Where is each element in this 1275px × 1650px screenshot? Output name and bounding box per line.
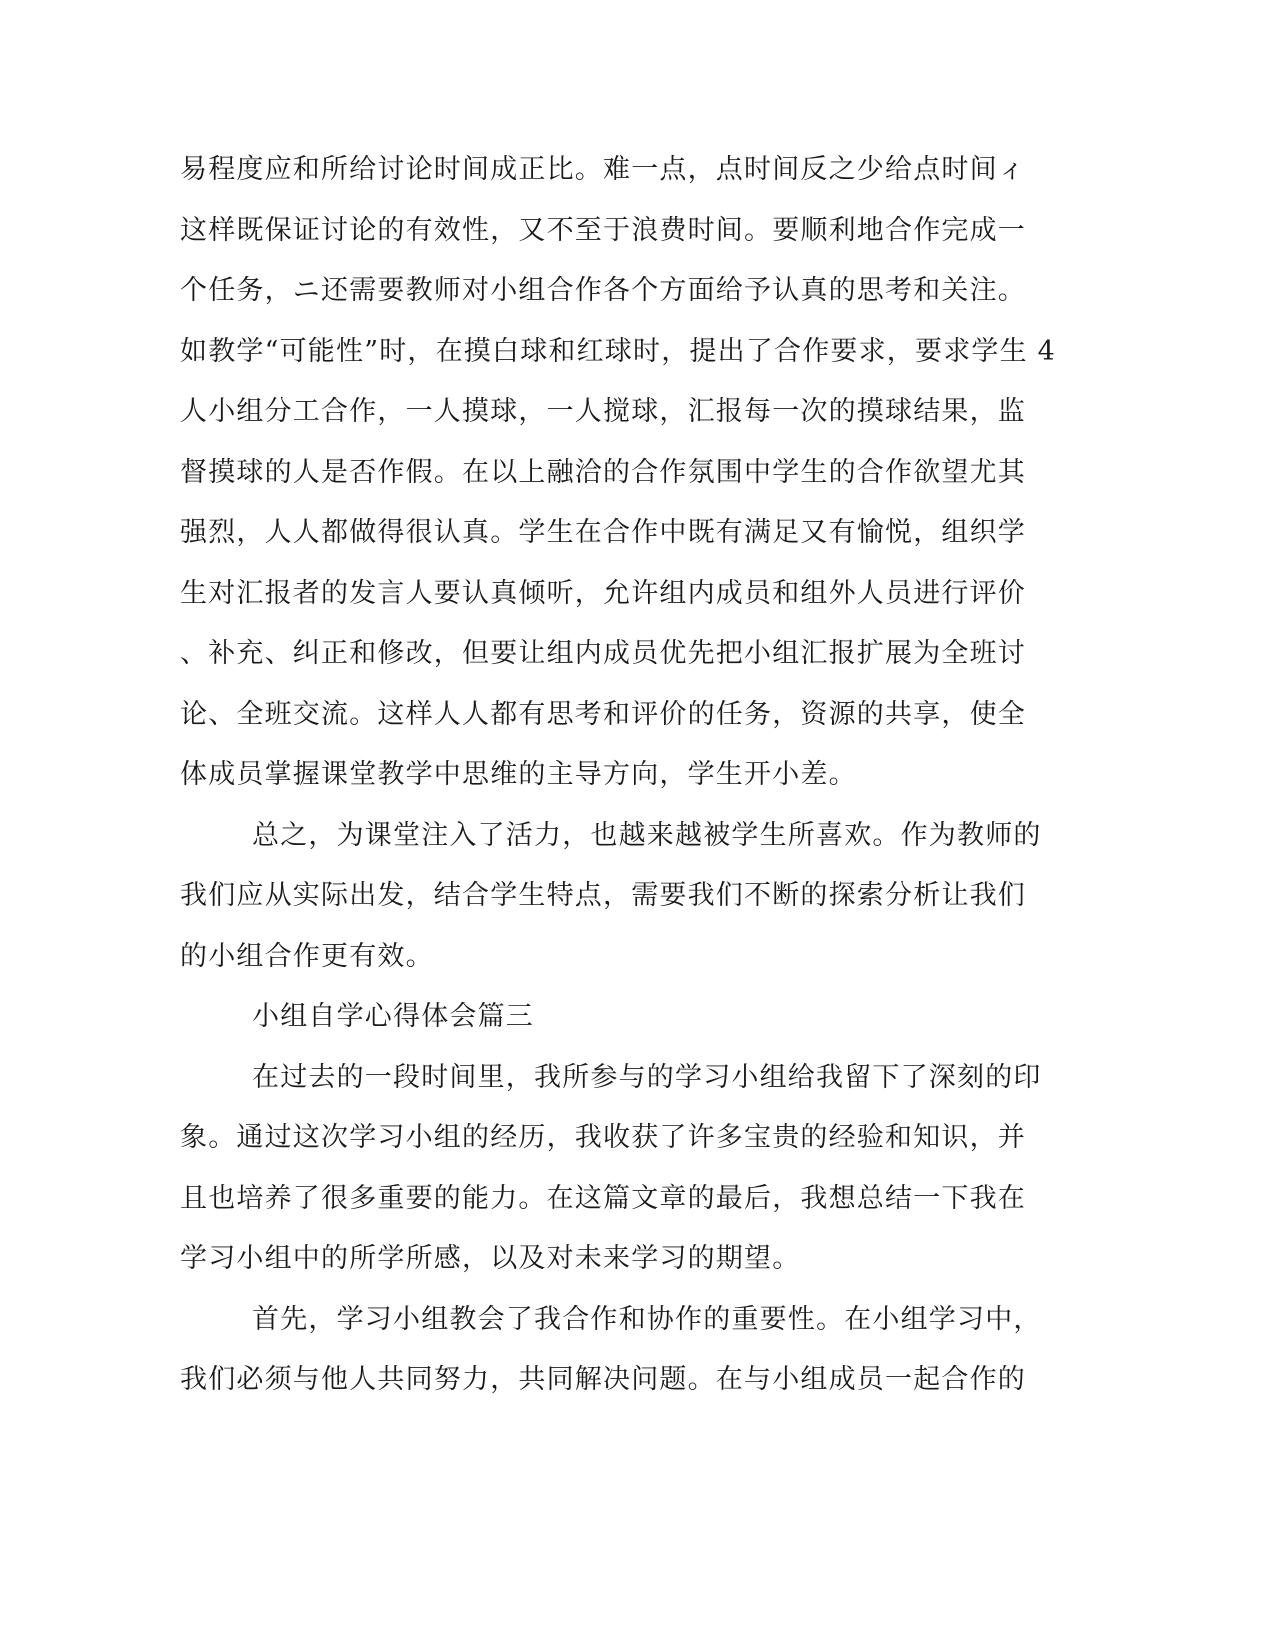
document-page (180, 140, 1056, 1411)
text-line: 生对汇报者的发言人要认真倾听，允许组内成员和组外人员进行评价 (180, 577, 1026, 609)
text-line: 督摸球的人是否作假。在以上融洽的合作氛围中学生的合作欲望尤其 (180, 456, 1026, 488)
section-heading: 小组自学心得体会篇三 (252, 1001, 534, 1032)
text-line: 且也培养了很多重要的能力。在这篇文章的最后，我想总结一下我在 (180, 1182, 1026, 1214)
text-line: 、补充、纠正和修改，但要让组内成员优先把小组汇报扩展为全班讨 (180, 638, 1026, 669)
text-line: 象。通过这次学习小组的经历，我收获了许多宝贵的经验和知识，并 (180, 1122, 1026, 1153)
text-line: 易程度应和所给讨论时间成正比。难一点，点时间反之少给点时间ィ (180, 154, 1026, 185)
text-line: 如教学“可能性”时，在摸白球和红球时，提出了合作要求，要求学生 4 (180, 335, 1056, 367)
text-line: 的小组合作更有效。 (180, 940, 434, 972)
text-line: 我们必须与他人共同努力，共同解决问题。在与小组成员一起合作的 (180, 1364, 1026, 1395)
paragraph-first-line: 在过去的一段时间里，我所参与的学习小组给我留下了深刻的印 (252, 1061, 1042, 1093)
text-line: 体成员掌握课堂教学中思维的主导方向，学生开小差。 (180, 759, 857, 790)
text-line: 学习小组中的所学所感，以及对未来学习的期望。 (180, 1243, 801, 1274)
paragraph-first-line: 首先，学习小组教会了我合作和协作的重要性。在小组学习中， (252, 1303, 1042, 1335)
text-line: 个任务，ニ还需要教师对小组合作各个方面给予认真的思考和关注。 (180, 275, 1026, 306)
text-line: 人小组分工合作，一人摸球，一人搅球，汇报每一次的摸球结果，监 (180, 396, 1026, 427)
text-line: 我们应从实际出发，结合学生特点，需要我们不断的探索分析让我们 (180, 880, 1026, 911)
text-line: 这样既保证讨论的有效性，又不至于浪费时间。要顺利地合作完成一 (180, 214, 1026, 246)
paragraph-first-line: 总之，为课堂注入了活力，也越来越被学生所喜欢。作为教师的 (252, 819, 1042, 851)
text-line: 强烈，人人都做得很认真。学生在合作中既有满足又有愉悦，组织学 (180, 517, 1026, 548)
text-line: 论、全班交流。这样人人都有思考和评价的任务，资源的共享，使全 (180, 698, 1026, 730)
